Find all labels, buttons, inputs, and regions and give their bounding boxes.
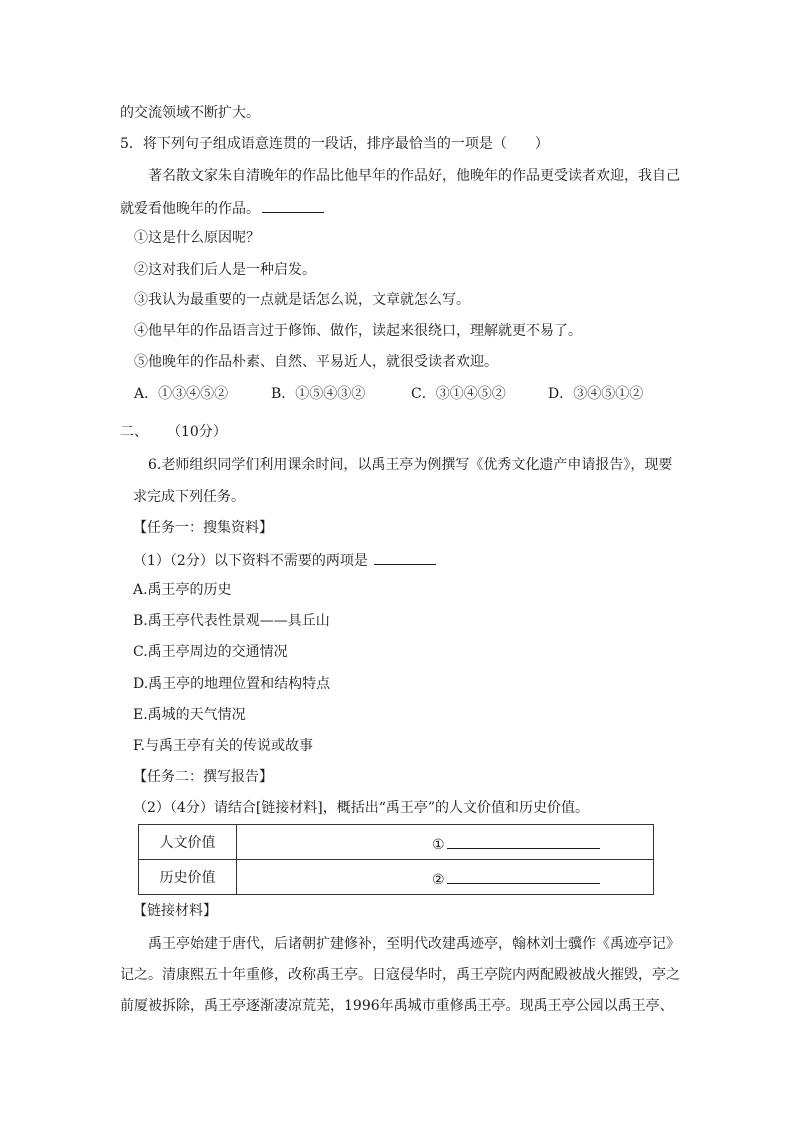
material-title: 【链接材料】 <box>133 903 217 919</box>
section-number: 二、 <box>120 424 148 440</box>
table-answer-cell <box>237 860 654 895</box>
q6-stem-line2: 求完成下列任务。 <box>133 489 245 505</box>
task1-answer-blank[interactable] <box>374 549 436 565</box>
task1-subquestion <box>133 549 436 571</box>
q5-sentence: ②这对我们后人是一种启发。 <box>134 262 316 278</box>
task1-item: F.与禹王亭有关的传说或故事 <box>133 738 313 754</box>
q5-option-b[interactable]: B．①⑤④③② <box>271 386 366 402</box>
q5-stem: 5．将下列句子组成语意连贯的一段话，排序最恰当的一项是（ ） <box>120 136 549 152</box>
material-line: 禹王亭始建于唐代，后诸朝扩建修补，至明代改建禹迹亭，翰林刘士骥作《禹迹亭记》 <box>148 936 680 952</box>
intro-line-end: 的交流领域不断扩大。 <box>120 105 260 121</box>
task1-item: D.禹王亭的地理位置和结构特点 <box>133 676 331 692</box>
task1-item: B.禹王亭代表性景观——具丘山 <box>133 613 330 629</box>
task1-subquestion-text: （1）（2分）以下资料不需要的两项是 <box>133 553 368 569</box>
value-table <box>138 824 654 895</box>
q5-passage-text: 就爱看他晚年的作品。 <box>120 201 260 217</box>
cultural-value-blank[interactable] <box>447 833 600 849</box>
q5-passage-line2 <box>120 197 324 219</box>
q6-stem-line1: 6.老师组织同学们利用课余时间，以禹王亭为例撰写《优秀文化遗产申请报告》，现要 <box>148 457 673 473</box>
task1-item: A.禹王亭的历史 <box>133 582 232 598</box>
q5-option-c[interactable]: C．③①④⑤② <box>411 386 506 402</box>
section-points: （10分） <box>174 424 227 440</box>
material-line: 记之。清康熙五十年重修，改称禹王亭。日寇侵华时，禹王亭院内两配殿被战火摧毁，亭之 <box>120 967 680 983</box>
section-heading <box>120 422 227 442</box>
q5-option-d[interactable]: D．③④⑤①② <box>548 386 644 402</box>
q5-sentence: ④他早年的作品语言过于修饰、做作，读起来很绕口，理解就更不易了。 <box>134 323 582 339</box>
q5-answer-blank[interactable] <box>262 197 324 213</box>
task1-item: C.禹王亭周边的交通情况 <box>133 644 288 660</box>
table-row <box>139 860 654 895</box>
q5-sentence: ①这是什么原因呢？ <box>134 230 260 246</box>
table-answer-cell <box>237 825 654 860</box>
q5-options <box>134 384 643 404</box>
q5-passage-line1: 著名散文家朱自清晚年的作品比他早年的作品好，他晚年的作品更受读者欢迎，我自己 <box>148 168 680 184</box>
table-row <box>139 825 654 860</box>
table-label-cultural: 人文价值 <box>139 825 237 860</box>
task1-item: E.禹城的天气情况 <box>133 707 246 723</box>
material-line: 前厦被拆除，禹王亭逐渐凄凉荒芜，1996年禹城市重修禹王亭。现禹王亭公园以禹王亭、 <box>120 998 674 1014</box>
answer-marker: ① <box>432 837 445 853</box>
task2-title: 【任务二：撰写报告】 <box>133 769 273 785</box>
historical-value-blank[interactable] <box>447 868 600 884</box>
task2-subquestion: （2）（4分）请结合[链接材料]，概括出“禹王亭”的人文价值和历史价值。 <box>133 800 590 816</box>
q5-option-a[interactable]: A．①③④⑤② <box>134 386 229 402</box>
q5-sentence: ⑤他晚年的作品朴素、自然、平易近人，就很受读者欢迎。 <box>134 354 498 370</box>
answer-marker: ② <box>432 872 445 888</box>
q5-sentence: ③我认为最重要的一点就是话怎么说，文章就怎么写。 <box>134 292 470 308</box>
task1-title: 【任务一：搜集资料】 <box>133 520 273 536</box>
table-label-historical: 历史价值 <box>139 860 237 895</box>
